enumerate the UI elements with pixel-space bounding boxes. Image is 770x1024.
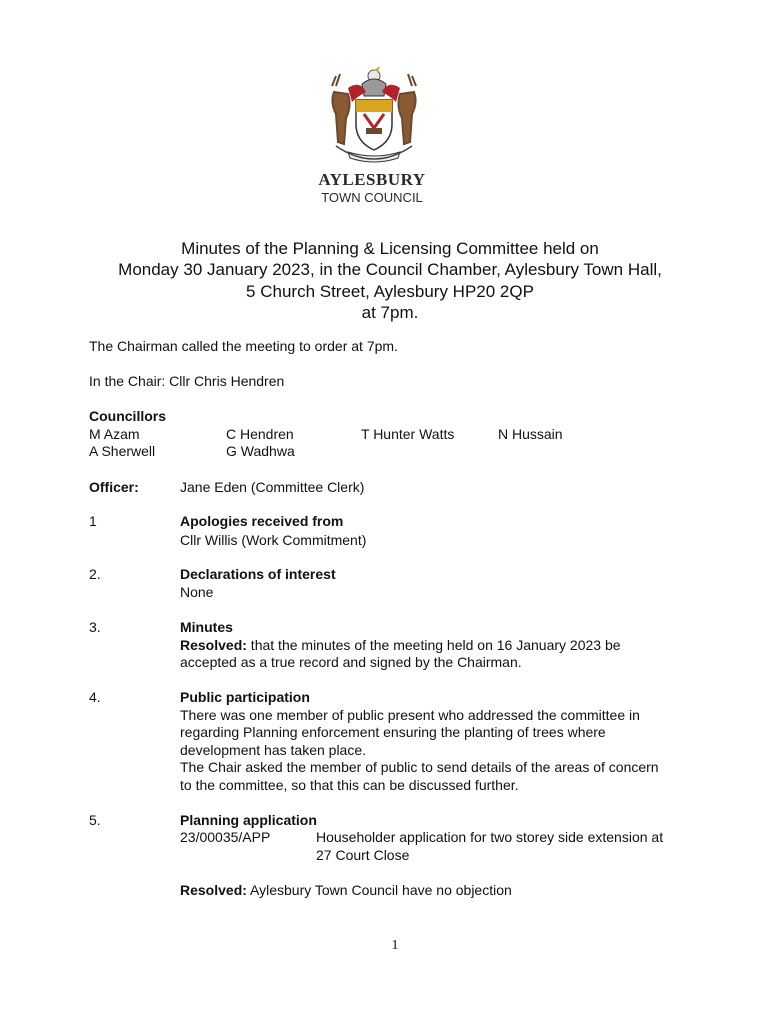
item-heading: Planning application <box>180 812 317 828</box>
item-number: 4. <box>89 689 101 705</box>
minutes-title-line-1: Minutes of the Planning & Licensing Committee held on <box>181 239 599 258</box>
council-subtitle: TOWN COUNCIL <box>321 190 423 205</box>
councillor-name: M Azam <box>89 426 140 442</box>
item-body-line: to the committee, so that this can be discussed further. <box>180 777 519 793</box>
application-reference: 23/00035/APP <box>180 829 271 845</box>
resolved-text: Aylesbury Town Council have no objection <box>246 882 512 898</box>
item-body-line: development has taken place. <box>180 742 367 758</box>
council-name: AYLESBURY <box>318 170 426 189</box>
officer-name: Jane Eden (Committee Clerk) <box>180 479 365 495</box>
councillor-name: C Hendren <box>226 426 294 442</box>
councillors-heading: Councillors <box>89 408 167 424</box>
item-body-line: regarding Planning enforcement ensuring the planting of trees where <box>180 724 606 740</box>
item-heading: Minutes <box>180 619 233 635</box>
resolution-line <box>180 882 512 898</box>
councillor-name: G Wadhwa <box>226 443 295 459</box>
council-crest-icon <box>318 62 430 174</box>
item-heading: Declarations of interest <box>180 566 336 582</box>
item-number: 2. <box>89 566 101 582</box>
item-body: Cllr Willis (Work Commitment) <box>180 532 367 548</box>
item-number: 1 <box>89 513 97 529</box>
resolved-label: Resolved: <box>180 637 247 653</box>
councillor-name: A Sherwell <box>89 443 156 459</box>
application-description: Householder application for two storey side extension at <box>316 829 664 845</box>
resolved-text: that the minutes of the meeting held on 16 January 2023 be <box>246 637 621 653</box>
item-body-line: The Chair asked the member of public to send details of the areas of concern <box>180 759 659 775</box>
officer-label: Officer: <box>89 479 139 495</box>
item-heading: Apologies received from <box>180 513 344 529</box>
councillor-name: N Hussain <box>498 426 563 442</box>
resolution-line <box>180 637 621 653</box>
page-number: 1 <box>391 938 399 953</box>
resolution-continued: accepted as a true record and signed by the Chairman. <box>180 654 522 670</box>
minutes-title-line-3: 5 Church Street, Aylesbury HP20 2QP <box>246 282 534 301</box>
application-address: 27 Court Close <box>316 847 410 863</box>
minutes-title-line-4: at 7pm. <box>361 303 419 322</box>
minutes-title-line-2: Monday 30 January 2023, in the Council Chamber, Aylesbury Town Hall, <box>118 260 662 279</box>
item-number: 3. <box>89 619 101 635</box>
chair-line: In the Chair: Cllr Chris Hendren <box>89 373 285 389</box>
councillor-name: T Hunter Watts <box>361 426 455 442</box>
item-heading: Public participation <box>180 689 310 705</box>
item-number: 5. <box>89 812 101 828</box>
item-body: None <box>180 584 214 600</box>
item-body-line: There was one member of public present who addressed the committee in <box>180 707 640 723</box>
resolved-label: Resolved: <box>180 882 247 898</box>
call-to-order: The Chairman called the meeting to order at 7pm. <box>89 338 398 354</box>
